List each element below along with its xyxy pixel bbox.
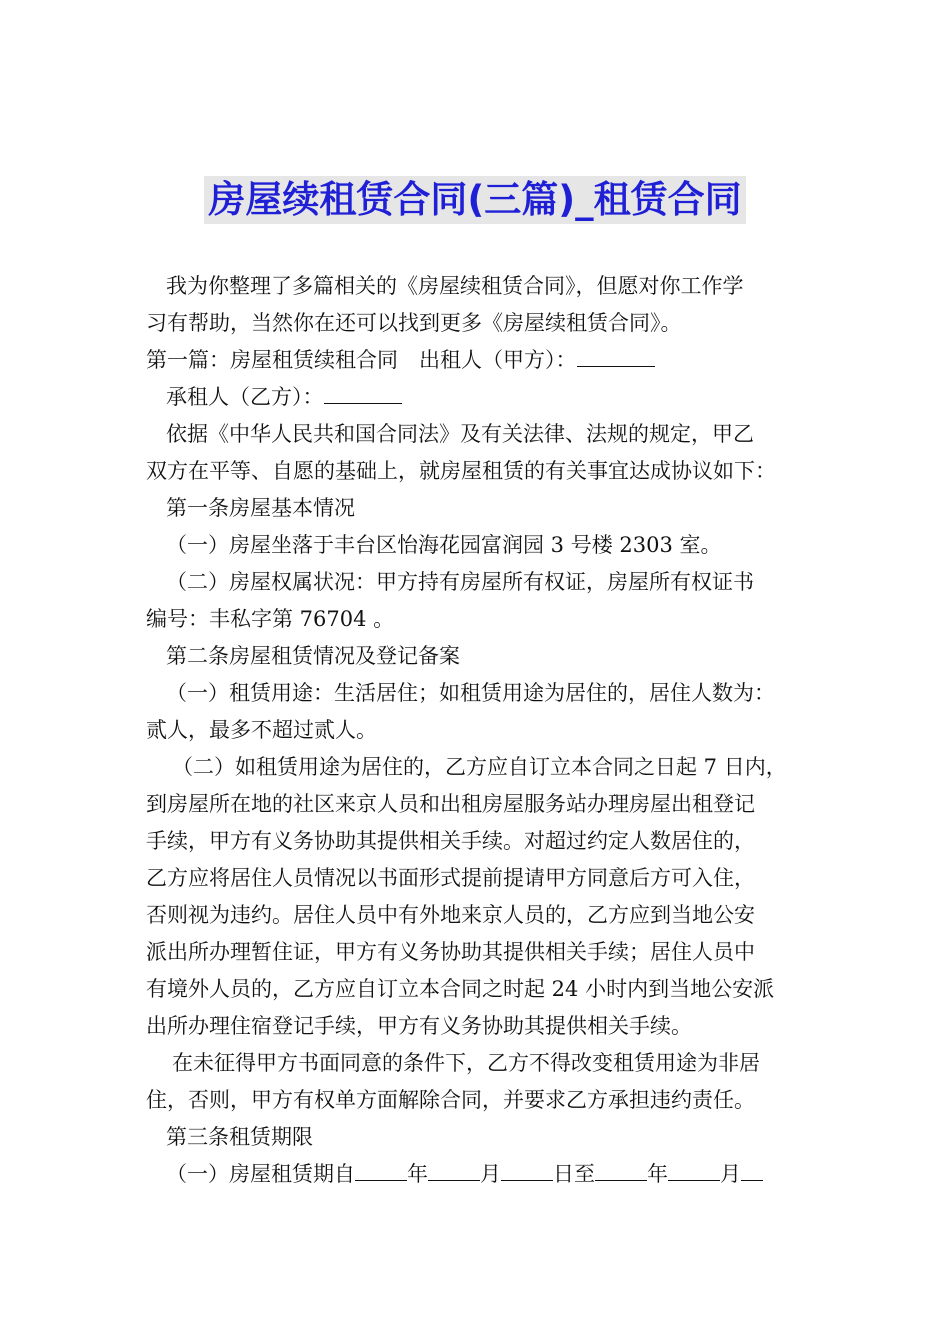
article2-item1-line-2: 贰人，最多不超过贰人。 [146,718,377,742]
intro-line-1: 我为你整理了多篇相关的《房屋续租赁合同》，但愿对你工作学 [166,274,744,298]
intro-line-2: 习有帮助，当然你在还可以找到更多《房屋续租赁合同》。 [146,311,682,335]
end-day-blank [741,1158,763,1181]
end-month-label: 月 [720,1162,741,1186]
article2-item2-line-1: （二）如租赁用途为居住的，乙方应自订立本合同之日起 7 日内， [172,755,787,779]
article1-item2-line-2: 编号：丰私字第 76704 。 [146,607,395,631]
article1-item2-line-1: （二）房屋权属状况：甲方持有房屋所有权证，房屋所有权证书 [166,570,754,594]
tenant-line [146,379,816,416]
article3-title: 第三条租赁期限 [166,1125,313,1149]
article2-item1-line-1: （一）租赁用途：生活居住；如租赁用途为居住的，居住人数为： [166,681,775,705]
article2-title: 第二条房屋租赁情况及登记备案 [166,644,460,668]
title-wrapper [0,176,950,224]
document-title: 房屋续租赁合同(三篇)_租赁合同 [204,176,745,224]
article2-item2-line-5: 否则视为违约。居住人员中有外地来京人员的，乙方应到当地公安 [146,903,755,927]
end-year-label: 年 [647,1162,668,1186]
article2-para3-line-2: 住，否则，甲方有权单方面解除合同，并要求乙方承担违约责任。 [146,1088,755,1112]
basis-line-1: 依据《中华人民共和国合同法》及有关法律、法规的规定，甲乙 [166,422,754,446]
first-heading [146,342,816,379]
article2-item2-line-2: 到房屋所在地的社区来京人员和出租房屋服务站办理房屋出租登记 [146,792,755,816]
article1-item1: （一）房屋坐落于丰台区怡海花园富润园 3 号楼 2303 室。 [166,533,722,557]
document-body [146,268,816,1193]
tenant-label: 承租人（乙方）： [166,385,324,409]
landlord-blank [577,344,655,367]
article2-para3-line-1: 在未征得甲方书面同意的条件下，乙方不得改变租赁用途为非居 [172,1051,760,1075]
year-label: 年 [407,1162,428,1186]
tenant-blank [324,381,402,404]
day-to-label: 日至 [553,1162,595,1186]
end-month-blank [668,1158,720,1181]
article2-item2-line-8: 出所办理住宿登记手续，甲方有义务协助其提供相关手续。 [146,1014,692,1038]
month-label: 月 [480,1162,501,1186]
article1-title: 第一条房屋基本情况 [166,496,355,520]
article3-item1 [146,1156,816,1193]
article2-item2-line-7: 有境外人员的，乙方应自订立本合同之时起 24 小时内到当地公安派 [146,977,775,1001]
start-year-blank [355,1158,407,1181]
first-heading-text: 第一篇：房屋租赁续租合同 出租人（甲方）： [146,348,577,372]
article2-item2-line-4: 乙方应将居住人员情况以书面形式提前提请甲方同意后方可入住， [146,866,755,890]
end-year-blank [595,1158,647,1181]
start-day-blank [501,1158,553,1181]
start-month-blank [428,1158,480,1181]
article2-item2-line-3: 手续，甲方有义务协助其提供相关手续。对超过约定人数居住的， [146,829,755,853]
article2-item2-line-6: 派出所办理暂住证，甲方有义务协助其提供相关手续；居住人员中 [146,940,755,964]
term-start-label: （一）房屋租赁期自 [166,1162,355,1186]
basis-line-2: 双方在平等、自愿的基础上，就房屋租赁的有关事宜达成协议如下： [146,459,776,483]
